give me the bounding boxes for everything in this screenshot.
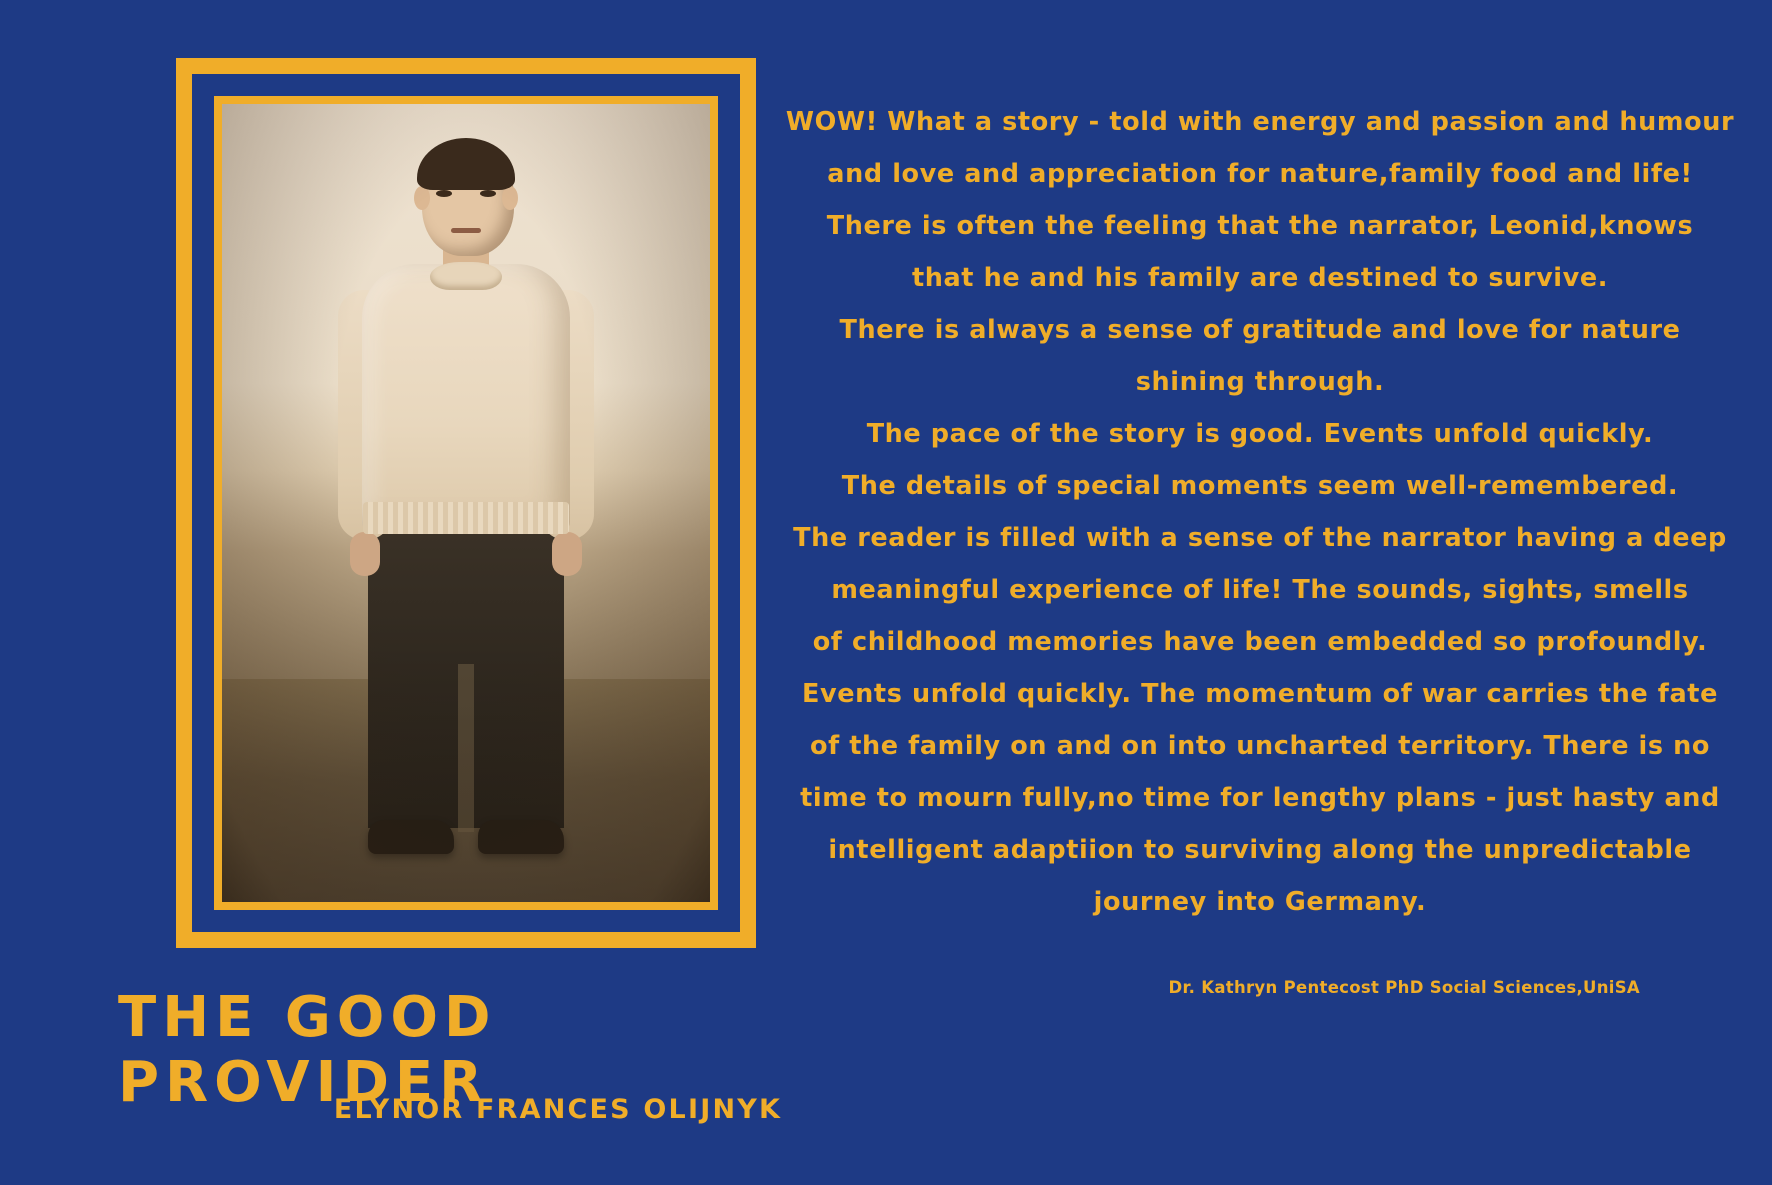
review-line: of the family on and on into uncharted territory. There is no — [809, 731, 1711, 761]
review-line: The details of special moments seem well-remembered. — [841, 471, 1679, 501]
review-line: journey into Germany. — [1093, 887, 1427, 917]
review-text — [780, 96, 1740, 928]
review-line: shining through. — [1135, 367, 1385, 397]
review-attribution: Dr. Kathryn Pentecost PhD Social Sciences,UniSA — [1168, 978, 1640, 997]
photo-mat — [214, 96, 718, 910]
review-line: The pace of the story is good. Events unfold quickly. — [866, 419, 1654, 449]
photo-image — [222, 104, 710, 902]
review-line: that he and his family are destined to survive. — [911, 263, 1609, 293]
review-line: The reader is filled with a sense of the narrator having a deep — [793, 523, 1727, 553]
review-line: intelligent adaptiion to surviving along the unpredictable — [828, 835, 1692, 865]
review-line: WOW! What a story - told with energy and passion and humour — [785, 107, 1735, 137]
review-line: time to mourn fully,no time for lengthy plans - just hasty and — [800, 783, 1720, 813]
review-line: Events unfold quickly. The momentum of war carries the fate — [802, 679, 1718, 709]
book-title: THE GOOD PROVIDER — [118, 985, 497, 1115]
review-line: There is always a sense of gratitude and love for nature — [839, 315, 1681, 345]
review-line: and love and appreciation for nature,family food and life! — [827, 159, 1693, 189]
photo-frame-inner — [192, 74, 740, 932]
book-author: ELYNOR FRANCES OLIJNYK — [333, 1094, 783, 1125]
review-line: There is often the feeling that the narrator, Leonid,knows — [826, 211, 1694, 241]
framed-photo — [176, 58, 756, 948]
review-line: meaningful experience of life! The sounds, sights, smells — [831, 575, 1689, 605]
photo-frame-outer — [176, 58, 756, 948]
photo-vignette — [222, 104, 710, 902]
review-line: of childhood memories have been embedded so profoundly. — [812, 627, 1708, 657]
